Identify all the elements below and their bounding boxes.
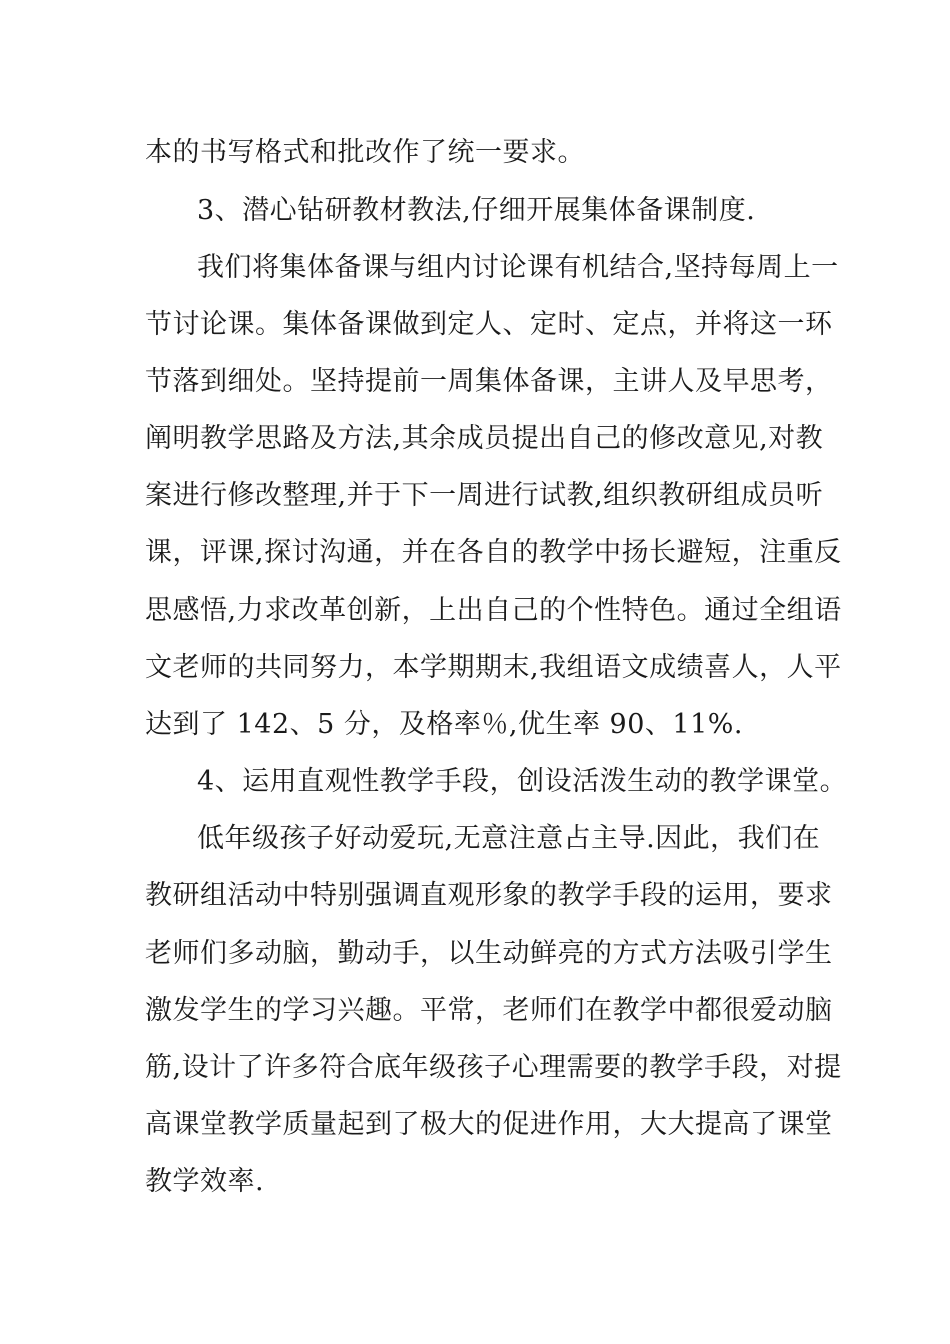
text-line: 案进行修改整理,并于下一周进行试教,组织教研组成员听 bbox=[145, 480, 824, 511]
text-line: 教研组活动中特别强调直观形象的教学手段的运用，要求 bbox=[145, 880, 833, 911]
text-line: 高课堂教学质量起到了极大的促进作用，大大提高了课堂 bbox=[145, 1109, 833, 1140]
text-line: 节讨论课。集体备课做到定人、定时、定点，并将这一环 bbox=[145, 309, 833, 340]
text-line: 激发学生的学习兴趣。平常，老师们在教学中都很爱动脑 bbox=[145, 995, 833, 1026]
text-line: 筋,设计了许多符合底年级孩子心理需要的教学手段，对提 bbox=[145, 1052, 842, 1083]
text-line: 老师们多动脑，勤动手，以生动鲜亮的方式方法吸引学生 bbox=[145, 938, 833, 969]
text-line: 阐明教学思路及方法,其余成员提出自己的修改意见,对教 bbox=[145, 423, 824, 454]
text-line: 达到了 142、5 分，及格率％,优生率 90、11%. bbox=[145, 709, 743, 740]
text-line: 思感悟,力求改革创新，上出自己的个性特色。通过全组语 bbox=[145, 595, 842, 626]
text-line: 低年级孩子好动爱玩,无意注意占主导.因此，我们在 bbox=[197, 823, 821, 854]
text-line: 本的书写格式和批改作了统一要求。 bbox=[145, 137, 585, 168]
text-line: 教学效率. bbox=[145, 1166, 265, 1197]
text-line: 课，评课,探讨沟通，并在各自的教学中扬长避短，注重反 bbox=[145, 537, 842, 568]
section-heading: 3、潜心钻研教材教法,仔细开展集体备课制度. bbox=[197, 195, 756, 226]
text-line: 我们将集体备课与组内讨论课有机结合,坚持每周上一 bbox=[197, 252, 839, 283]
text-line: 文老师的共同努力，本学期期末,我组语文成绩喜人，人平 bbox=[145, 652, 842, 683]
text-line: 节落到细处。坚持提前一周集体备课，主讲人及早思考， bbox=[145, 366, 833, 397]
section-heading: 4、运用直观性教学手段，创设活泼生动的教学课堂。 bbox=[197, 766, 848, 797]
